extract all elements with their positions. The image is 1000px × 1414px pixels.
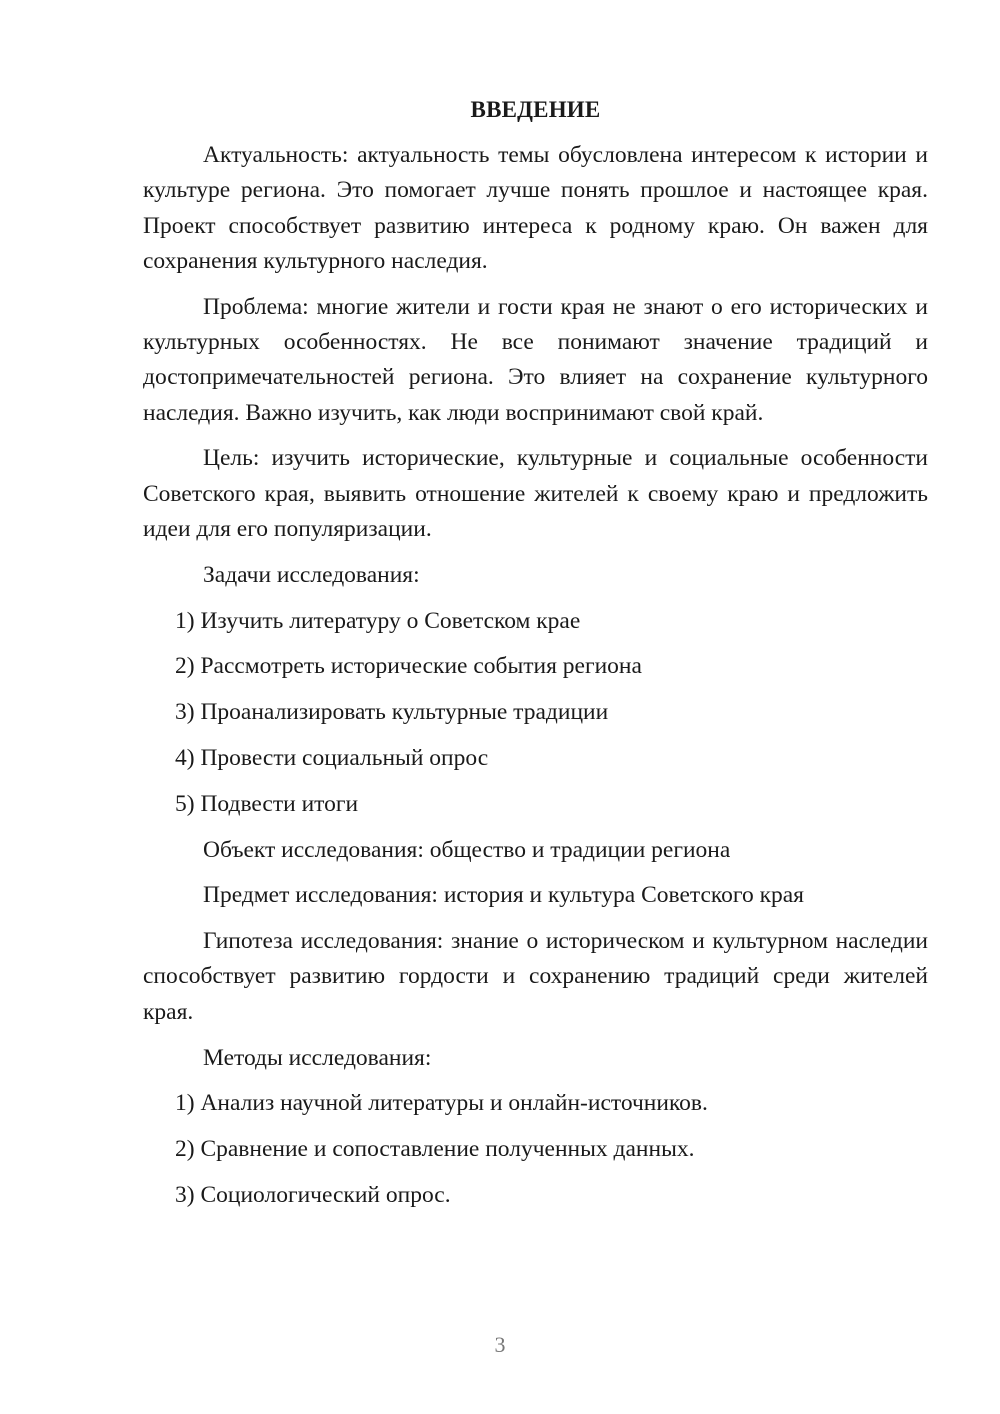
object-line: Объект исследования: общество и традиции региона <box>203 836 731 863</box>
list-item: 3) Проанализировать культурные традиции <box>175 699 609 726</box>
list-item: 2) Сравнение и сопоставление полученных данных. <box>175 1136 695 1163</box>
list-item: 3) Социологический опрос. <box>175 1181 451 1208</box>
page-number: 3 <box>494 1332 506 1357</box>
goal-paragraph: Цель: изучить исторические, культурные и социальные особенности Советского края, выявить отношение жителей к своему краю и предложить идеи для его популяризации. <box>143 445 928 542</box>
list-item: 4) Провести социальный опрос <box>175 744 489 771</box>
list-item: 1) Изучить литературу о Советском крае <box>175 607 581 634</box>
list-item: 5) Подвести итоги <box>175 790 359 817</box>
tasks-heading: Задачи исследования: <box>203 561 420 588</box>
list-item: 2) Рассмотреть исторические события региона <box>175 653 642 680</box>
subject-line: Предмет исследования: история и культура Советского края <box>203 882 804 909</box>
methods-heading: Методы исследования: <box>203 1044 432 1071</box>
page-title: ВВЕДЕНИЕ <box>470 97 601 122</box>
tasks-list <box>143 604 928 822</box>
hypothesis-paragraph: Гипотеза исследования: знание о историческом и культурном наследии способствует развитию гордости и сохранению традиций среди жителей края. <box>143 928 928 1025</box>
problem-paragraph: Проблема: многие жители и гости края не знают о его исторических и культурных особенностях. Не все понимают значение традиций и достопримечательностей региона. Это влияет на сохранение культурного наследия. Важно изучить, как люди воспринимают свой край. <box>143 293 928 426</box>
page-content <box>143 92 928 1224</box>
actuality-paragraph: Актуальность: актуальность темы обусловлена интересом к истории и культуре региона. Это помогает лучше понять прошлое и настоящее края. Проект способствует развитию интереса к родному краю. Он важен для сохранения культурного наследия. <box>143 142 928 274</box>
list-item: 1) Анализ научной литературы и онлайн-источников. <box>175 1090 708 1117</box>
methods-list <box>143 1086 928 1213</box>
